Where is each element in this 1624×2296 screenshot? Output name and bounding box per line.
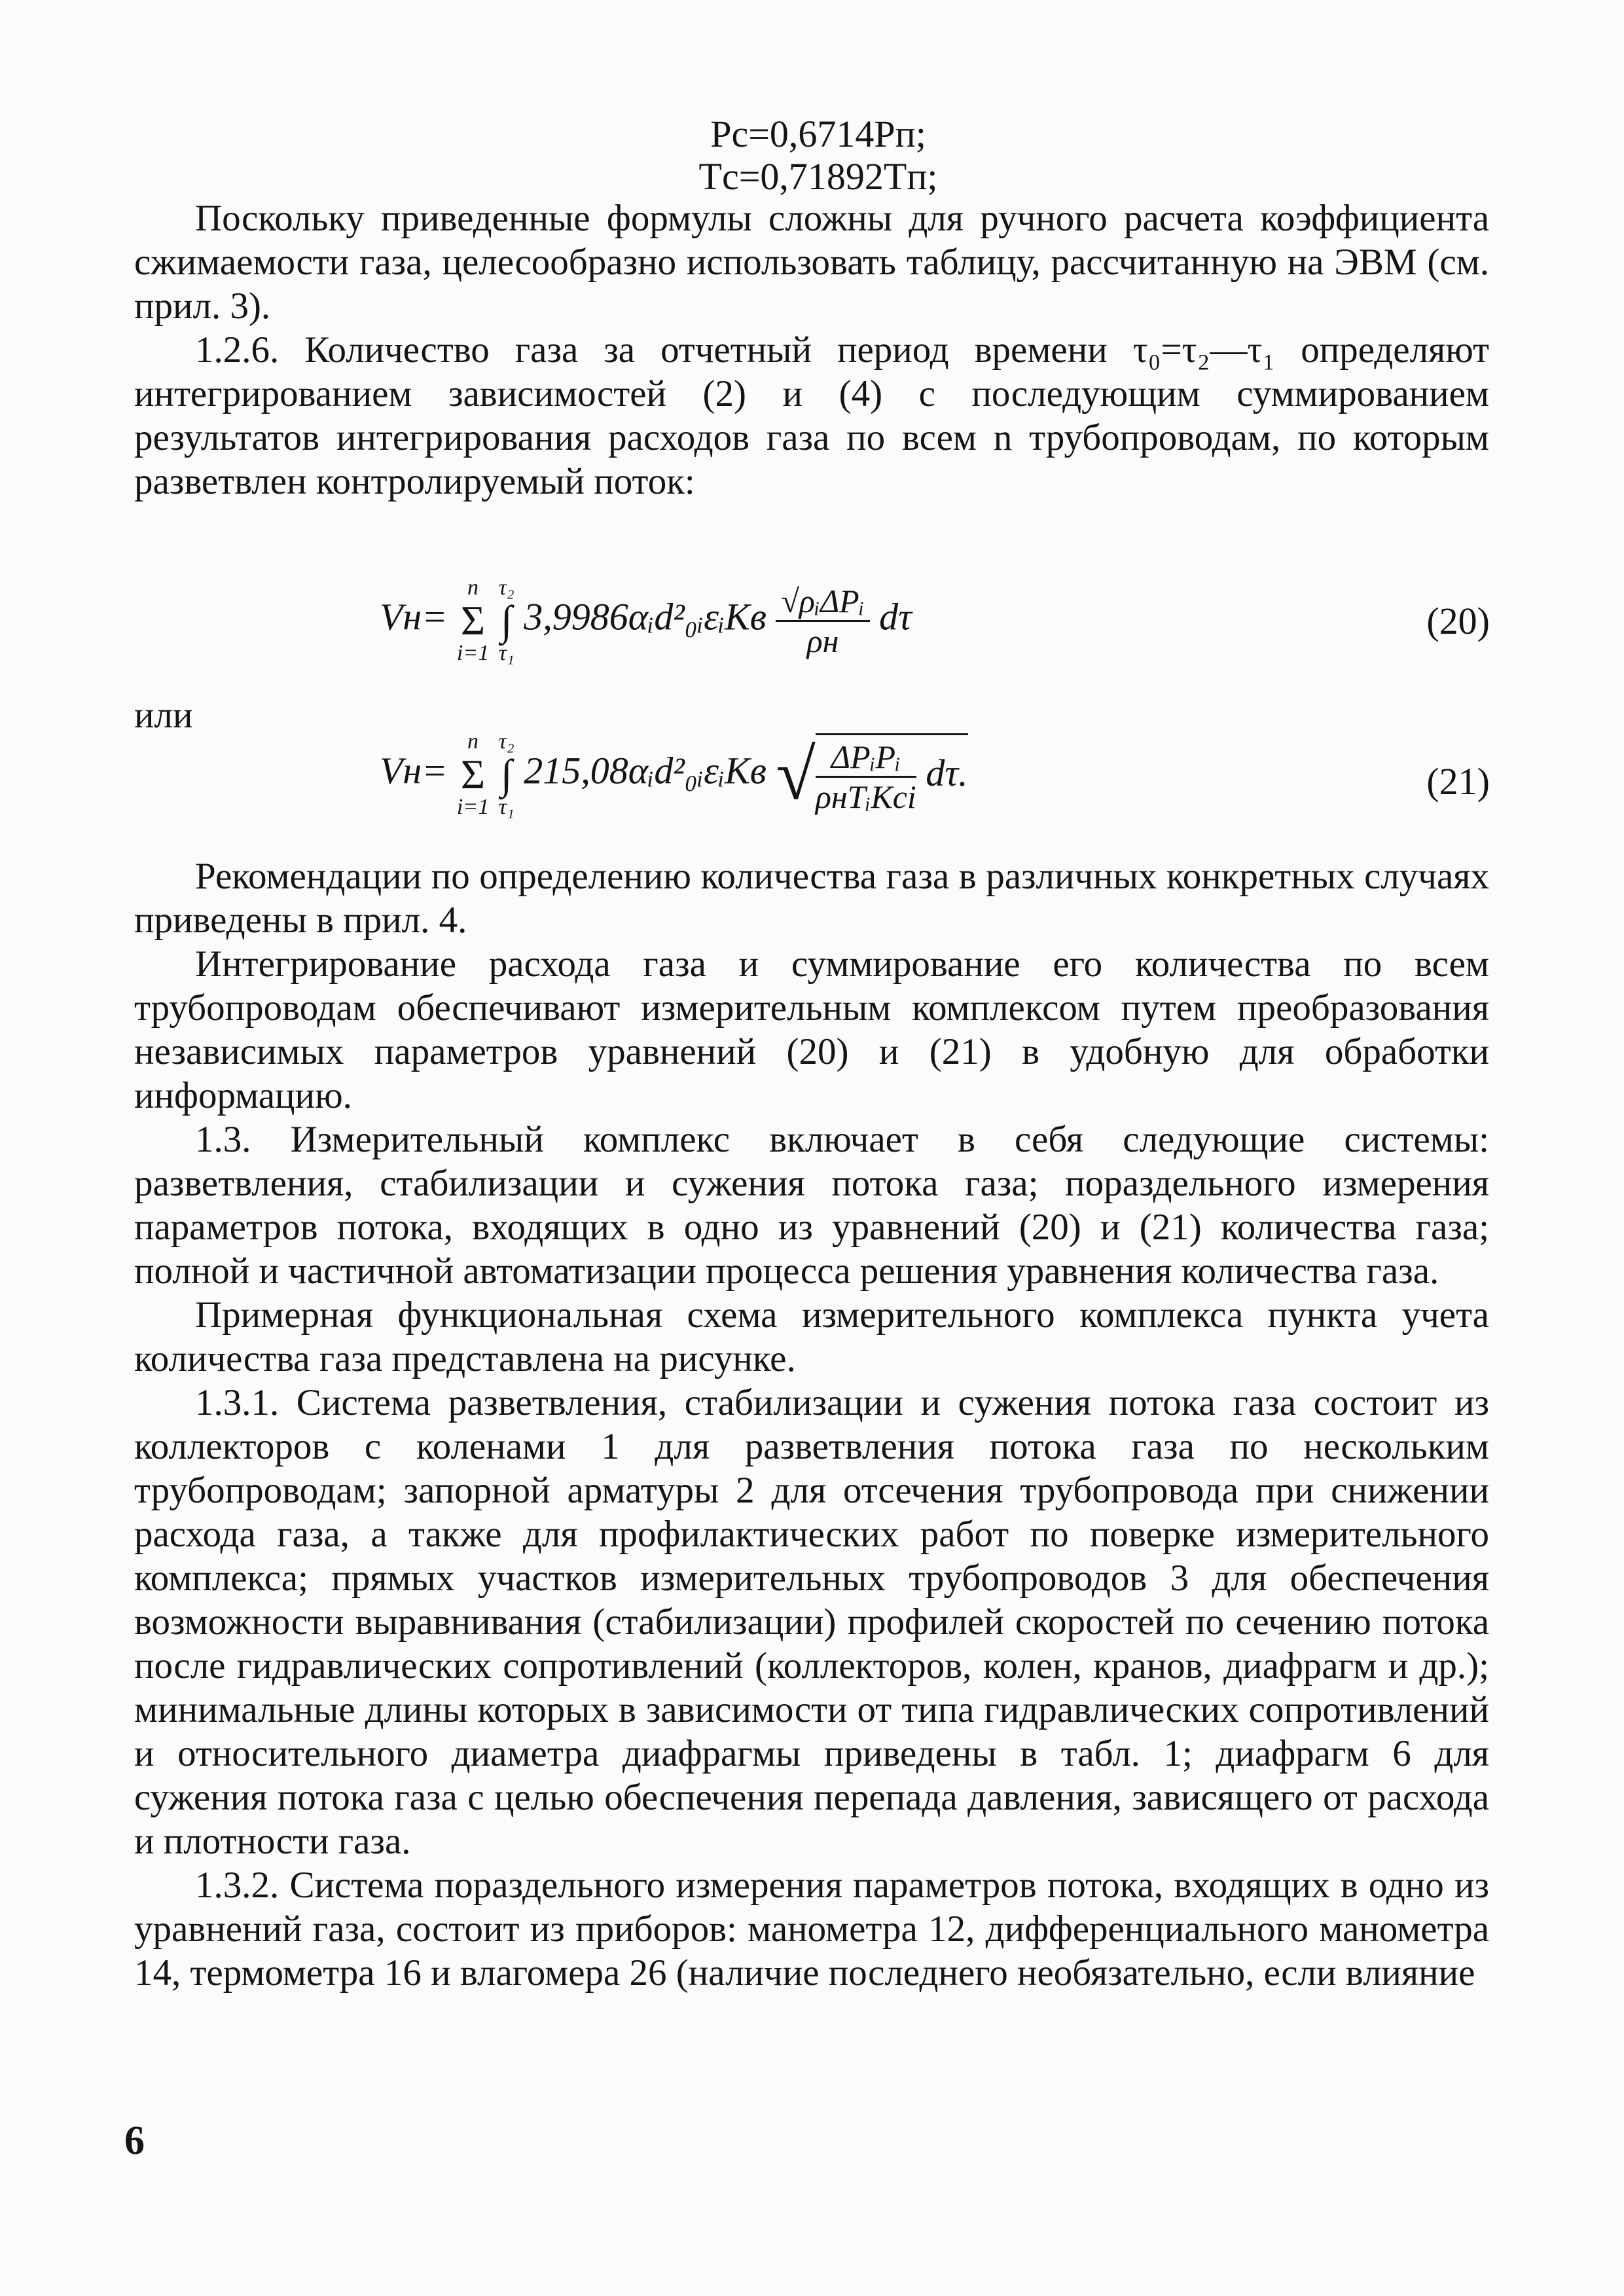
eq20-lhs: Vн= [380, 595, 448, 638]
equation-20 [380, 576, 1362, 681]
square-root: √ $\frac{\text{ΔPᵢPᵢ}}{\text{ρнTᵢKсi}}$ dτ. [776, 734, 968, 815]
sum-sign: n Σ i=1 [456, 575, 490, 665]
paragraph: 1.3.2. Система пораздельного измерения параметров потока, входящих в одно из уравнений газа, состоит из приборов: манометра 12, дифференциального манометра 14, термометра 16 и влагомера 26 (наличие последнего необязательно, если влияние [134, 1865, 1489, 1994]
document-page: Pс=0,6714Pп; Tс=0,71892Tп; Поскольку приведенные формулы сложны для ручного расчета коэффициента сжимаемости газа, целесообразно использовать таблицу, рассчитанную на ЭВМ (см. прил. 3). 1.2.6. Количество газа за отчетный период времени τ₀=τ₂—τ₁ определяют интегрированием зависимостей (2) и (4) с последующим суммированием результатов интегрирования расходов газа по всем n трубопроводам, по которым разветвлен контролируемый поток: Vн= n Σ i=1 τ₂ ∫ τ₁ 3,9986αᵢd²₀ᵢεᵢKв $\frac{\text{√ρᵢΔPᵢ}}{\rho н}$ dτ (20) или Vн= n Σ i=1 τ₂ ∫ τ₁ 215,08αᵢd²₀ᵢεᵢKв √ $\frac{\text{ΔPᵢPᵢ}}{\text{ρнTᵢKсi}}$ dτ. (21) Рекомендации по определению количества газа в различных конкретных случаях приведены в прил. 4. Интегрирование расхода газа и суммирование его количества по всем трубопроводам обеспечивают измерительным комплексом путем преобразования независимых параметров уравнений (20) и (21) в удобную для обработки информацию. 1.3. Измерительный комплекс включает в себя следующие системы: разветвления, стабилизации и сужения потока газа; пораздельного измерения параметров потока, входящих в одно из уравнений (20) и (21) количества газа; полной и частичной автоматизации процесса решения уравнения количества газа. Примерная функциональная схема измерительного комплекса пункта учета количества газа представлена на рисунке. 1.3.1. Система разветвления, стабилизации и сужения потока газа состоит из коллекторов с коленами 1 для разветвления потока газа по нескольким трубопроводам; запорной арматуры 2 для отсечения трубопровода при снижении расхода газа, а также для профилактических работ по поверке измерительного комплекса; прямых участков измерительных трубопроводов 3 для обеспечения возможности выравнивания (стабилизации) профилей скоростей по сечению потока после гидравлических сопротивлений (коллекторов, колен, кранов, диафрагм и др.); минимальные длины которых в зависимости от типа гидравлических сопротивлений и относительного диаметра диафрагмы приведены в табл. 1; диафрагм 6 для сужения потока газа с целью обеспечения перепада давления, зависящего от расхода и плотности газа. 1.3.2. Система пораздельного измерения параметров потока, входящих в одно из уравнений газа, состоит из приборов: манометра 12, дифференциального манометра 14, термометра 16 и влагомера 26 (наличие последнего необязательно, если влияние 6 [124, 113, 1490, 2163]
paragraph: Интегрирование расхода газа и суммирование его количества по всем трубопроводам обеспечивают измерительным комплексом путем преобразования независимых параметров уравнений (20) и (21) в удобную для обработки информацию. [134, 943, 1489, 1116]
paragraph-group-1 [134, 196, 1489, 503]
integral-sign: τ₂ ∫ τ₁ [498, 575, 514, 665]
eq21-fraction: $\frac{\text{ΔPᵢPᵢ}}{\text{ρнTᵢKсi}}$ [815, 738, 916, 815]
eq21-lhs: Vн= [380, 749, 448, 792]
paragraph: 1.3. Измерительный комплекс включает в себя следующие системы: разветвления, стабилизации и сужения потока газа; пораздельного измерения параметров потока, входящих в одно из уравнений (20) и (21) количества газа; полной и частичной автоматизации процесса решения уравнения количества газа. [134, 1119, 1489, 1292]
eq21-tail: dτ. [926, 751, 968, 794]
paragraph: Рекомендации по определению количества газа в различных конкретных случаях приведены в прил. 4. [134, 856, 1489, 941]
integral-sign: τ₂ ∫ τ₁ [498, 729, 514, 819]
paragraph: 1.2.6. Количество газа за отчетный период времени τ₀=τ₂—τ₁ определяют интегрированием зависимостей (2) и (4) с последующим суммированием результатов интегрирования расходов газа по всем n трубопроводам, по которым разветвлен контролируемый поток: [134, 329, 1489, 502]
page-number: 6 [124, 2119, 145, 2163]
paragraph: Поскольку приведенные формулы сложны для ручного расчета коэффициента сжимаемости газа, целесообразно использовать таблицу, рассчитанную на ЭВМ (см. прил. 3). [134, 198, 1489, 327]
sum-sign: n Σ i=1 [456, 729, 490, 819]
equation-number-21: (21) [1426, 760, 1490, 803]
eq20-body: 3,9986αᵢd²₀ᵢεᵢKв [524, 595, 767, 638]
eq21-body: 215,08αᵢd²₀ᵢεᵢKв [524, 749, 767, 792]
paragraph-group-2 [134, 854, 1489, 1995]
paragraph: Примерная функциональная схема измерительного комплекса пункта учета количества газа представлена на рисунке. [134, 1294, 1489, 1379]
equation-21 [380, 730, 1362, 835]
eq20-tail: dτ [879, 595, 912, 638]
connector-word: или [134, 695, 193, 736]
paragraph: 1.3.1. Система разветвления, стабилизации и сужения потока газа состоит из коллекторов с коленами 1 для разветвления потока газа по нескольким трубопроводам; запорной арматуры 2 для отсечения трубопровода при снижении расхода газа, а также для профилактических работ по поверке измерительного комплекса; прямых участков измерительных трубопроводов 3 для обеспечения возможности выравнивания (стабилизации) профилей скоростей по сечению потока после гидравлических сопротивлений (коллекторов, колен, кранов, диафрагм и др.); минимальные длины которых в зависимости от типа гидравлических сопротивлений и относительного диаметра диафрагмы приведены в табл. 1; диафрагм 6 для сужения потока газа с целью обеспечения перепада давления, зависящего от расхода и плотности газа. [134, 1382, 1489, 1862]
eq20-fraction: $\frac{\text{√ρᵢΔPᵢ}}{\rho н}$ [776, 582, 869, 660]
equation-number-20: (20) [1426, 600, 1490, 642]
